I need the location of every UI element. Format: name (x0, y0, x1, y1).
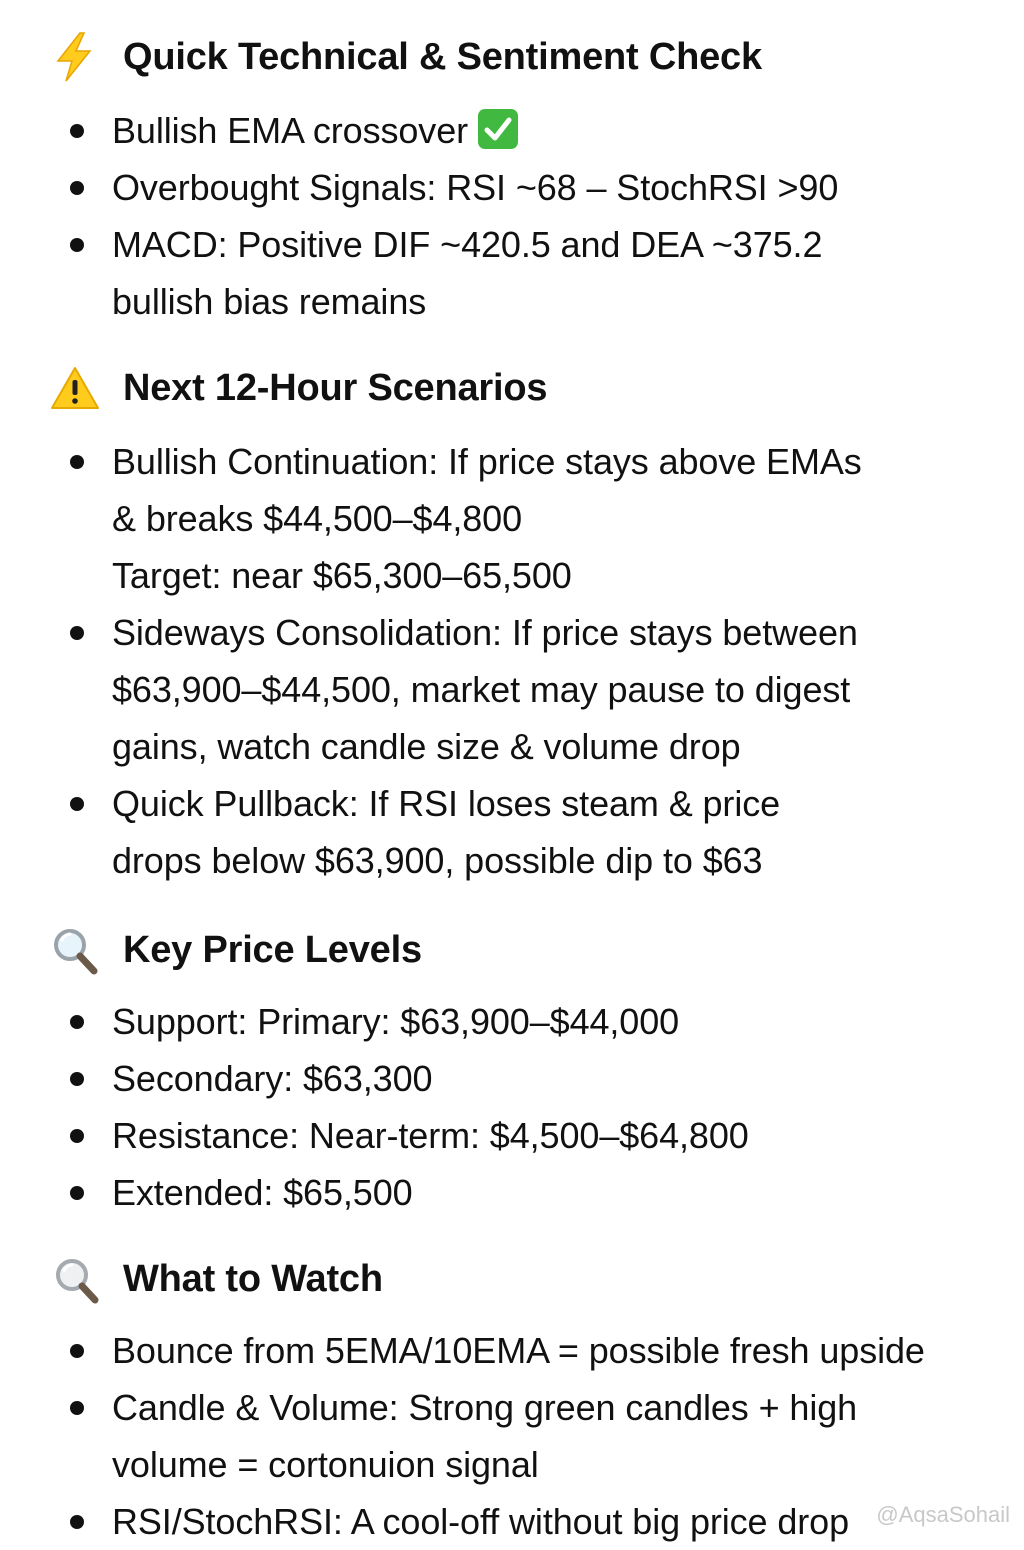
bullet-dot (70, 626, 84, 640)
list-item-text: Quick Pullback: If RSI loses steam & price (112, 783, 781, 824)
bullet-dot (70, 238, 84, 252)
bullet-dot (70, 1344, 84, 1358)
list-item-text: bullish bias remains (112, 281, 427, 322)
magnifying-glass-right-icon (50, 1253, 100, 1305)
list-item-text: Bullish EMA crossover (112, 102, 518, 159)
bullet-dot (70, 797, 84, 811)
lightning-icon (50, 31, 100, 83)
list-item-text: gains, watch candle size & volume drop (112, 726, 741, 767)
list-item-text: Target: near $65,300–65,500 (112, 555, 572, 596)
watermark: @AqsaSohail (876, 1502, 1010, 1527)
list-item-text: Secondary: $63,300 (112, 1058, 433, 1099)
list-item-text: Resistance: Near-term: $4,500–$64,800 (112, 1115, 749, 1156)
list-item-text: volume = cortonuion signal (112, 1444, 539, 1485)
bullet-dot (70, 1515, 84, 1529)
list-item-text: drops below $63,900, possible dip to $63 (112, 840, 763, 881)
section-heading (0, 362, 1000, 414)
list-item-text: & breaks $44,500–$4,800 (112, 498, 523, 539)
list-item-text: Bullish Continuation: If price stays above EMAs (112, 441, 862, 482)
section-title: What to Watch (123, 1258, 383, 1300)
bullet-dot (70, 1015, 84, 1029)
list-item-text: $63,900–$44,500, market may pause to digest (112, 669, 851, 710)
bullet-dot (70, 1186, 84, 1200)
magnifying-glass-left-icon (50, 924, 100, 976)
section-heading (0, 1253, 1000, 1305)
list-item-text: Sideways Consolidation: If price stays between (112, 612, 858, 653)
list-item-text: Support: Primary: $63,900–$44,000 (112, 1001, 680, 1042)
bullet-dot (70, 124, 84, 138)
bullet-dot (70, 455, 84, 469)
list-item-text: Extended: $65,500 (112, 1172, 413, 1213)
bullet-dot (70, 1129, 84, 1143)
section-title: Key Price Levels (123, 929, 422, 971)
bullet-dot (70, 1401, 84, 1415)
bullet-dot (70, 181, 84, 195)
list-item-text: Candle & Volume: Strong green candles + high (112, 1387, 858, 1428)
bullet-dot (70, 1072, 84, 1086)
list-item-text: Bounce from 5EMA/10EMA = possible fresh upside (112, 1330, 925, 1371)
warning-icon (50, 362, 100, 414)
section-title: Next 12-Hour Scenarios (123, 367, 548, 409)
list-item-text: Overbought Signals: RSI ~68 – StochRSI >90 (112, 167, 839, 208)
list-item-text: RSI/StochRSI: A cool-off without big price drop (112, 1501, 850, 1542)
check-mark-button-icon (478, 109, 518, 149)
section-title: Quick Technical & Sentiment Check (123, 36, 762, 78)
list-item-text: MACD: Positive DIF ~420.5 and DEA ~375.2 (112, 224, 823, 265)
section-heading (0, 924, 1000, 976)
section-heading (0, 31, 1000, 83)
